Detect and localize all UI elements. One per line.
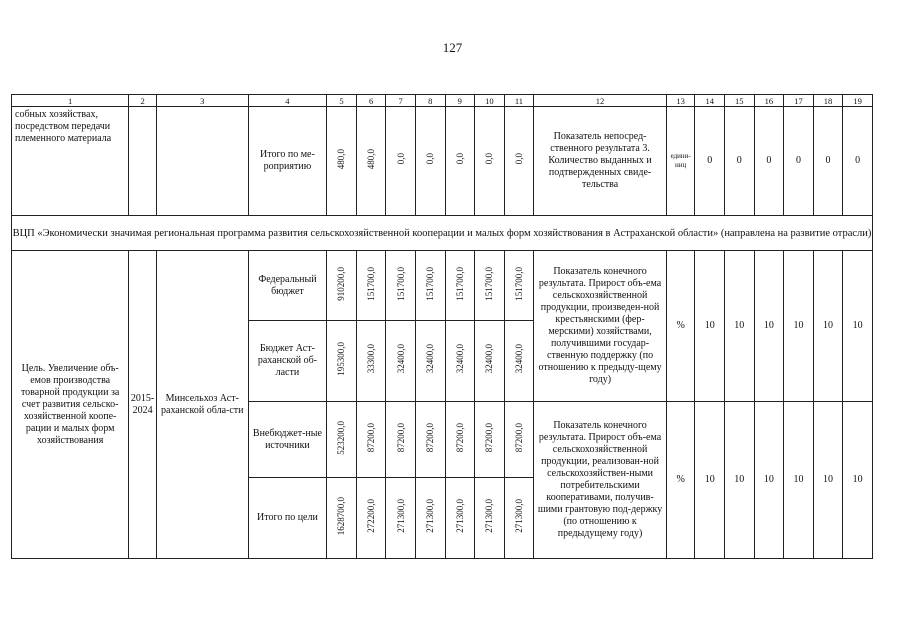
col-header: 17 xyxy=(784,95,814,107)
goal-text: Цель. Увеличение объ-емов производства товарной продукции за счет развития сельско-хозяйственной коопе-рации и малых форм хозяйствования xyxy=(12,251,129,559)
col-header: 18 xyxy=(813,95,843,107)
amount-cell: 151700,0 xyxy=(425,266,436,301)
unit-cell: % xyxy=(666,251,695,402)
funding-source: Внебюджет-ные источники xyxy=(248,402,327,478)
target-cell: 10 xyxy=(754,251,784,402)
amount-cell: 271300,0 xyxy=(484,499,495,533)
col-header: 19 xyxy=(843,95,873,107)
amount-cell: 151700,0 xyxy=(513,266,524,301)
table-row xyxy=(12,107,873,216)
col-header: 16 xyxy=(754,95,784,107)
amount-cell: 87200,0 xyxy=(454,422,465,453)
amount-cell: 32400,0 xyxy=(454,344,465,374)
activity-name: собных хозяйствах, посредством передачи племенного материала xyxy=(12,107,129,216)
col-header: 6 xyxy=(356,95,386,107)
col-header: 8 xyxy=(415,95,445,107)
target-cell: 0 xyxy=(784,107,814,216)
empty-cell xyxy=(156,107,248,216)
unit-cell: едини-ниц xyxy=(666,107,695,216)
target-cell: 10 xyxy=(843,402,873,559)
amount-cell: 480,0 xyxy=(336,148,347,170)
amount-cell: 0,0 xyxy=(425,153,436,165)
target-cell: 10 xyxy=(784,402,814,559)
target-cell: 0 xyxy=(754,107,784,216)
amount-cell: 910200,0 xyxy=(336,266,347,301)
amount-cell: 87200,0 xyxy=(395,422,406,453)
target-cell: 10 xyxy=(725,402,755,559)
funding-source: Итого по ме-роприятию xyxy=(248,107,327,216)
indicator-text: Показатель непосред-ственного результата 3. Количество выданных и подтвержденных свиде-тельства xyxy=(534,107,667,216)
amount-cell: 0,0 xyxy=(395,153,406,165)
target-cell: 0 xyxy=(725,107,755,216)
amount-cell: 87200,0 xyxy=(513,422,524,453)
target-cell: 0 xyxy=(813,107,843,216)
amount-cell: 271300,0 xyxy=(395,499,406,533)
table-row xyxy=(12,251,873,321)
amount-cell: 271300,0 xyxy=(454,499,465,533)
amount-cell: 32400,0 xyxy=(395,344,406,374)
target-cell: 10 xyxy=(843,251,873,402)
target-cell: 10 xyxy=(725,251,755,402)
col-header: 9 xyxy=(445,95,475,107)
page-number: 127 xyxy=(442,40,463,55)
empty-cell xyxy=(129,107,157,216)
column-numbers-row xyxy=(12,95,873,107)
col-header: 3 xyxy=(156,95,248,107)
col-header: 11 xyxy=(504,95,534,107)
col-header: 13 xyxy=(666,95,695,107)
amount-cell: 87200,0 xyxy=(366,422,377,453)
amount-cell: 32400,0 xyxy=(484,344,495,374)
program-banner: ВЦП «Экономически значимая региональная программа развития сельскохозяйственной кооперации и малых форм хозяйствования в Астраханской области» (направлена на развитие отрасли) xyxy=(12,216,873,251)
col-header: 10 xyxy=(475,95,505,107)
amount-cell: 33300,0 xyxy=(366,344,377,374)
target-cell: 10 xyxy=(784,251,814,402)
amount-cell: 32400,0 xyxy=(513,344,524,374)
period-cell: 2015-2024 xyxy=(129,251,157,559)
amount-cell: 151700,0 xyxy=(395,266,406,301)
amount-cell: 480,0 xyxy=(366,148,377,170)
col-header: 1 xyxy=(12,95,129,107)
target-cell: 10 xyxy=(813,251,843,402)
amount-cell: 87200,0 xyxy=(484,422,495,453)
amount-cell: 87200,0 xyxy=(425,422,436,453)
amount-cell: 151700,0 xyxy=(454,266,465,301)
col-header: 12 xyxy=(534,95,667,107)
amount-cell: 32400,0 xyxy=(425,344,436,374)
amount-cell: 0,0 xyxy=(484,153,495,165)
program-banner-row xyxy=(12,216,873,251)
col-header: 2 xyxy=(129,95,157,107)
funding-source: Итого по цели xyxy=(248,478,327,559)
amount-cell: 0,0 xyxy=(513,153,524,165)
funding-source: Бюджет Аст-раханской об-ласти xyxy=(248,321,327,402)
amount-cell: 1628700,0 xyxy=(336,496,347,536)
amount-cell: 0,0 xyxy=(454,153,465,165)
executor-cell: Минсельхоз Аст-раханской обла-сти xyxy=(156,251,248,559)
target-cell: 10 xyxy=(695,251,725,402)
amount-cell: 151700,0 xyxy=(366,266,377,301)
amount-cell: 195300,0 xyxy=(336,342,347,376)
amount-cell: 271300,0 xyxy=(513,499,524,533)
indicator-text: Показатель конечного результата. Прирост объ-ема сельскохозяйственной продукции, произведен-ной крестьянскими (фер-мерскими) хозяйствами, получившими государ-ственную поддержку (по отношению к предыду-щему году) xyxy=(534,251,667,402)
program-table xyxy=(11,94,873,559)
amount-cell: 523200,0 xyxy=(336,420,347,455)
amount-cell: 271300,0 xyxy=(425,499,436,533)
col-header: 7 xyxy=(386,95,416,107)
col-header: 5 xyxy=(327,95,357,107)
target-cell: 10 xyxy=(754,402,784,559)
target-cell: 10 xyxy=(695,402,725,559)
target-cell: 10 xyxy=(813,402,843,559)
unit-cell: % xyxy=(666,402,695,559)
col-header: 15 xyxy=(725,95,755,107)
target-cell: 0 xyxy=(695,107,725,216)
amount-cell: 272200,0 xyxy=(366,499,377,533)
indicator-text: Показатель конечного результата. Прирост объ-ема сельскохозяйственной продукции, реализован-ной сельскохозяйствен-ными потребительскими кооперативами, получив-шими грантовую под-держку (по отношению к предыдущему году) xyxy=(534,402,667,559)
col-header: 4 xyxy=(248,95,327,107)
funding-source: Федеральный бюджет xyxy=(248,251,327,321)
col-header: 14 xyxy=(695,95,725,107)
amount-cell: 151700,0 xyxy=(484,266,495,301)
target-cell: 0 xyxy=(843,107,873,216)
